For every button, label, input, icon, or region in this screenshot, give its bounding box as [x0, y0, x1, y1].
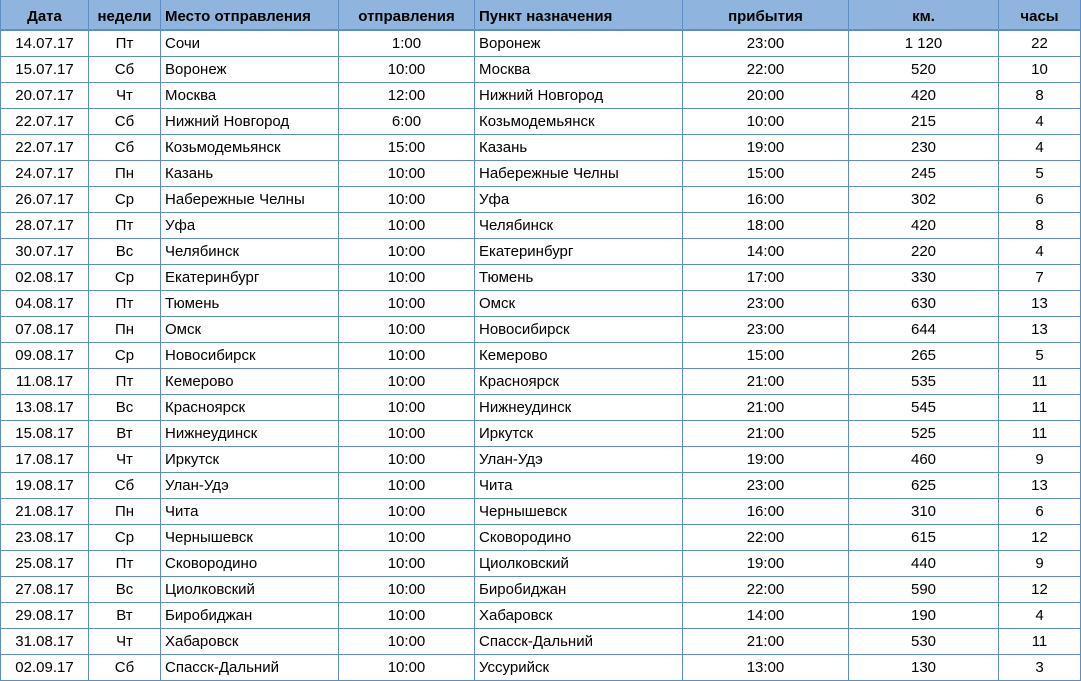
- table-row[interactable]: [1, 161, 1081, 187]
- cell-departure-place[interactable]: Москва: [161, 83, 339, 109]
- cell-arrival-time[interactable]: 22:00: [683, 525, 849, 551]
- table-row[interactable]: [1, 473, 1081, 499]
- table-row[interactable]: [1, 551, 1081, 577]
- cell-date[interactable]: 02.08.17: [1, 265, 89, 291]
- cell-day[interactable]: Вт: [89, 421, 161, 447]
- cell-destination[interactable]: Тюмень: [475, 265, 683, 291]
- cell-travel-hours[interactable]: 8: [999, 83, 1081, 109]
- cell-day[interactable]: Сб: [89, 109, 161, 135]
- cell-departure-place[interactable]: Иркутск: [161, 447, 339, 473]
- cell-travel-hours[interactable]: 11: [999, 369, 1081, 395]
- cell-departure-time[interactable]: 10:00: [339, 343, 475, 369]
- cell-arrival-time[interactable]: 19:00: [683, 551, 849, 577]
- cell-destination[interactable]: Челябинск: [475, 213, 683, 239]
- cell-departure-place[interactable]: Хабаровск: [161, 629, 339, 655]
- cell-arrival-time[interactable]: 16:00: [683, 499, 849, 525]
- cell-date[interactable]: 07.08.17: [1, 317, 89, 343]
- cell-travel-hours[interactable]: 4: [999, 109, 1081, 135]
- cell-departure-time[interactable]: 10:00: [339, 499, 475, 525]
- table-row[interactable]: [1, 239, 1081, 265]
- cell-departure-time[interactable]: 10:00: [339, 369, 475, 395]
- cell-distance[interactable]: 530: [849, 629, 999, 655]
- header-line-3: часы: [1020, 8, 1059, 25]
- cell-departure-time[interactable]: 10:00: [339, 239, 475, 265]
- cell-day[interactable]: Чт: [89, 629, 161, 655]
- cell-distance[interactable]: 615: [849, 525, 999, 551]
- cell-day[interactable]: Вт: [89, 603, 161, 629]
- cell-arrival-time[interactable]: 22:00: [683, 57, 849, 83]
- table-row[interactable]: [1, 577, 1081, 603]
- cell-travel-hours[interactable]: 7: [999, 265, 1081, 291]
- cell-day[interactable]: Чт: [89, 83, 161, 109]
- cell-date[interactable]: 09.08.17: [1, 343, 89, 369]
- cell-departure-time[interactable]: 10:00: [339, 187, 475, 213]
- cell-destination[interactable]: Кемерово: [475, 343, 683, 369]
- header-line-3: км.: [912, 8, 935, 25]
- cell-travel-hours[interactable]: 9: [999, 447, 1081, 473]
- cell-date[interactable]: 21.08.17: [1, 499, 89, 525]
- cell-date[interactable]: 31.08.17: [1, 629, 89, 655]
- cell-departure-place[interactable]: Нижний Новгород: [161, 109, 339, 135]
- cell-destination[interactable]: Биробиджан: [475, 577, 683, 603]
- cell-arrival-time[interactable]: 21:00: [683, 629, 849, 655]
- cell-date[interactable]: 23.08.17: [1, 525, 89, 551]
- cell-travel-hours[interactable]: 6: [999, 187, 1081, 213]
- cell-departure-time[interactable]: 10:00: [339, 317, 475, 343]
- table-row[interactable]: [1, 57, 1081, 83]
- table-row[interactable]: [1, 395, 1081, 421]
- cell-arrival-time[interactable]: 21:00: [683, 395, 849, 421]
- table-header-strip: [0, 0, 1080, 30]
- table-row[interactable]: [1, 265, 1081, 291]
- table-row[interactable]: [1, 135, 1081, 161]
- cell-arrival-time[interactable]: 23:00: [683, 291, 849, 317]
- cell-distance[interactable]: 310: [849, 499, 999, 525]
- cell-day[interactable]: Пн: [89, 499, 161, 525]
- cell-day[interactable]: Пн: [89, 161, 161, 187]
- cell-destination[interactable]: Нижний Новгород: [475, 83, 683, 109]
- cell-day[interactable]: Пт: [89, 291, 161, 317]
- cell-date[interactable]: 17.08.17: [1, 447, 89, 473]
- header-row: [1, 0, 1081, 30]
- cell-departure-place[interactable]: Циолковский: [161, 577, 339, 603]
- cell-date[interactable]: 14.07.17: [1, 31, 89, 57]
- cell-travel-hours[interactable]: 13: [999, 317, 1081, 343]
- header-line-2: Пункт назначения: [479, 8, 613, 25]
- cell-arrival-time[interactable]: 22:00: [683, 577, 849, 603]
- table-row[interactable]: [1, 213, 1081, 239]
- cell-arrival-time[interactable]: 19:00: [683, 447, 849, 473]
- cell-arrival-time[interactable]: 21:00: [683, 421, 849, 447]
- cell-date[interactable]: 24.07.17: [1, 161, 89, 187]
- table-row[interactable]: [1, 317, 1081, 343]
- cell-distance[interactable]: 535: [849, 369, 999, 395]
- cell-departure-time[interactable]: 10:00: [339, 655, 475, 681]
- cell-day[interactable]: Пт: [89, 213, 161, 239]
- cell-distance[interactable]: 545: [849, 395, 999, 421]
- column-header-travel-hours[interactable]: [999, 0, 1081, 30]
- cell-departure-place[interactable]: Сочи: [161, 31, 339, 57]
- cell-departure-time[interactable]: 10:00: [339, 421, 475, 447]
- cell-distance[interactable]: 215: [849, 109, 999, 135]
- cell-arrival-time[interactable]: 10:00: [683, 109, 849, 135]
- column-header-arrival-time[interactable]: [683, 0, 849, 30]
- cell-departure-time[interactable]: 10:00: [339, 57, 475, 83]
- column-header-distance[interactable]: [849, 0, 999, 30]
- cell-date[interactable]: 20.07.17: [1, 83, 89, 109]
- cell-departure-time[interactable]: 12:00: [339, 83, 475, 109]
- cell-departure-time[interactable]: 1:00: [339, 31, 475, 57]
- cell-date[interactable]: 02.09.17: [1, 655, 89, 681]
- cell-departure-place[interactable]: Чита: [161, 499, 339, 525]
- cell-departure-time[interactable]: 10:00: [339, 265, 475, 291]
- cell-travel-hours[interactable]: 4: [999, 239, 1081, 265]
- cell-day[interactable]: Чт: [89, 447, 161, 473]
- cell-destination[interactable]: Уссурийск: [475, 655, 683, 681]
- header-line-2: прибытия: [728, 8, 803, 25]
- cell-distance[interactable]: 302: [849, 187, 999, 213]
- cell-travel-hours[interactable]: 11: [999, 629, 1081, 655]
- cell-travel-hours[interactable]: 5: [999, 343, 1081, 369]
- cell-departure-place[interactable]: Воронеж: [161, 57, 339, 83]
- cell-departure-time[interactable]: 10:00: [339, 551, 475, 577]
- cell-arrival-time[interactable]: 18:00: [683, 213, 849, 239]
- cell-day[interactable]: Пт: [89, 31, 161, 57]
- cell-departure-place[interactable]: Набережные Челны: [161, 187, 339, 213]
- cell-date[interactable]: 22.07.17: [1, 109, 89, 135]
- table-row[interactable]: [1, 421, 1081, 447]
- cell-arrival-time[interactable]: 23:00: [683, 31, 849, 57]
- cell-date[interactable]: 25.08.17: [1, 551, 89, 577]
- cell-departure-place[interactable]: Казань: [161, 161, 339, 187]
- cell-day[interactable]: Сб: [89, 57, 161, 83]
- cell-date[interactable]: 04.08.17: [1, 291, 89, 317]
- cell-travel-hours[interactable]: 13: [999, 291, 1081, 317]
- cell-destination[interactable]: Москва: [475, 57, 683, 83]
- cell-destination[interactable]: Улан-Удэ: [475, 447, 683, 473]
- cell-distance[interactable]: 625: [849, 473, 999, 499]
- header-line-2: отправления: [358, 8, 455, 25]
- cell-travel-hours[interactable]: 9: [999, 551, 1081, 577]
- table-row[interactable]: [1, 187, 1081, 213]
- cell-distance[interactable]: 220: [849, 239, 999, 265]
- cell-destination[interactable]: Красноярск: [475, 369, 683, 395]
- cell-travel-hours[interactable]: 4: [999, 603, 1081, 629]
- cell-arrival-time[interactable]: 20:00: [683, 83, 849, 109]
- cell-destination[interactable]: Новосибирск: [475, 317, 683, 343]
- cell-departure-time[interactable]: 10:00: [339, 291, 475, 317]
- cell-departure-place[interactable]: Екатеринбург: [161, 265, 339, 291]
- cell-date[interactable]: 22.07.17: [1, 135, 89, 161]
- cell-day[interactable]: Пн: [89, 317, 161, 343]
- cell-distance[interactable]: 440: [849, 551, 999, 577]
- cell-destination[interactable]: Хабаровск: [475, 603, 683, 629]
- cell-departure-time[interactable]: 6:00: [339, 109, 475, 135]
- cell-date[interactable]: 29.08.17: [1, 603, 89, 629]
- cell-date[interactable]: 27.08.17: [1, 577, 89, 603]
- table-row[interactable]: [1, 603, 1081, 629]
- cell-travel-hours[interactable]: 11: [999, 421, 1081, 447]
- column-header-date[interactable]: [1, 0, 89, 30]
- cell-day[interactable]: Сб: [89, 473, 161, 499]
- cell-date[interactable]: 15.08.17: [1, 421, 89, 447]
- cell-departure-time[interactable]: 10:00: [339, 395, 475, 421]
- cell-departure-time[interactable]: 10:00: [339, 603, 475, 629]
- header-line-2: недели: [97, 8, 152, 25]
- cell-distance[interactable]: 420: [849, 83, 999, 109]
- cell-distance[interactable]: 230: [849, 135, 999, 161]
- cell-date[interactable]: 19.08.17: [1, 473, 89, 499]
- cell-day[interactable]: Сб: [89, 135, 161, 161]
- table-row[interactable]: [1, 369, 1081, 395]
- cell-distance[interactable]: 460: [849, 447, 999, 473]
- cell-destination[interactable]: Воронеж: [475, 31, 683, 57]
- table-row[interactable]: [1, 83, 1081, 109]
- cell-departure-time[interactable]: 10:00: [339, 161, 475, 187]
- cell-distance[interactable]: 630: [849, 291, 999, 317]
- cell-distance[interactable]: 330: [849, 265, 999, 291]
- cell-travel-hours[interactable]: 12: [999, 577, 1081, 603]
- cell-destination[interactable]: Казань: [475, 135, 683, 161]
- cell-distance[interactable]: 420: [849, 213, 999, 239]
- cell-departure-place[interactable]: Тюмень: [161, 291, 339, 317]
- cell-departure-time[interactable]: 10:00: [339, 629, 475, 655]
- cell-date[interactable]: 28.07.17: [1, 213, 89, 239]
- cell-departure-time[interactable]: 10:00: [339, 525, 475, 551]
- column-header-day[interactable]: [89, 0, 161, 30]
- table-row[interactable]: [1, 343, 1081, 369]
- cell-departure-time[interactable]: 10:00: [339, 577, 475, 603]
- cell-date[interactable]: 26.07.17: [1, 187, 89, 213]
- cell-destination[interactable]: Козьмодемьянск: [475, 109, 683, 135]
- cell-destination[interactable]: Чернышевск: [475, 499, 683, 525]
- cell-travel-hours[interactable]: 3: [999, 655, 1081, 681]
- cell-destination[interactable]: Уфа: [475, 187, 683, 213]
- cell-distance[interactable]: 1 120: [849, 31, 999, 57]
- cell-travel-hours[interactable]: 13: [999, 473, 1081, 499]
- table-row[interactable]: [1, 31, 1081, 57]
- cell-departure-time[interactable]: 15:00: [339, 135, 475, 161]
- table-row[interactable]: [1, 499, 1081, 525]
- cell-distance[interactable]: 245: [849, 161, 999, 187]
- cell-arrival-time[interactable]: 14:00: [683, 239, 849, 265]
- cell-date[interactable]: 13.08.17: [1, 395, 89, 421]
- cell-travel-hours[interactable]: 4: [999, 135, 1081, 161]
- schedule-table: [0, 30, 1081, 681]
- cell-departure-place[interactable]: Кемерово: [161, 369, 339, 395]
- cell-departure-place[interactable]: Уфа: [161, 213, 339, 239]
- cell-day[interactable]: Ср: [89, 343, 161, 369]
- cell-departure-place[interactable]: Омск: [161, 317, 339, 343]
- cell-day[interactable]: Ср: [89, 187, 161, 213]
- cell-destination[interactable]: Циолковский: [475, 551, 683, 577]
- cell-travel-hours[interactable]: 5: [999, 161, 1081, 187]
- cell-day[interactable]: Пт: [89, 551, 161, 577]
- cell-distance[interactable]: 130: [849, 655, 999, 681]
- cell-departure-place[interactable]: Новосибирск: [161, 343, 339, 369]
- cell-destination[interactable]: Чита: [475, 473, 683, 499]
- cell-day[interactable]: Вс: [89, 577, 161, 603]
- cell-travel-hours[interactable]: 8: [999, 213, 1081, 239]
- cell-departure-time[interactable]: 10:00: [339, 213, 475, 239]
- cell-arrival-time[interactable]: 21:00: [683, 369, 849, 395]
- cell-date[interactable]: 15.07.17: [1, 57, 89, 83]
- cell-distance[interactable]: 644: [849, 317, 999, 343]
- cell-arrival-time[interactable]: 23:00: [683, 473, 849, 499]
- cell-day[interactable]: Пт: [89, 369, 161, 395]
- cell-departure-place[interactable]: Чернышевск: [161, 525, 339, 551]
- table-header: [0, 0, 1081, 30]
- cell-destination[interactable]: Нижнеудинск: [475, 395, 683, 421]
- cell-day[interactable]: Вс: [89, 239, 161, 265]
- cell-distance[interactable]: 590: [849, 577, 999, 603]
- table-row[interactable]: [1, 655, 1081, 681]
- cell-distance[interactable]: 525: [849, 421, 999, 447]
- cell-destination[interactable]: Омск: [475, 291, 683, 317]
- cell-destination[interactable]: Спасск-Дальний: [475, 629, 683, 655]
- cell-departure-place[interactable]: Нижнеудинск: [161, 421, 339, 447]
- column-header-departure-time[interactable]: [339, 0, 475, 30]
- cell-departure-place[interactable]: Челябинск: [161, 239, 339, 265]
- cell-arrival-time[interactable]: 15:00: [683, 343, 849, 369]
- cell-distance[interactable]: 265: [849, 343, 999, 369]
- cell-travel-hours[interactable]: 6: [999, 499, 1081, 525]
- cell-destination[interactable]: Набережные Челны: [475, 161, 683, 187]
- cell-travel-hours[interactable]: 22: [999, 31, 1081, 57]
- table-row[interactable]: [1, 629, 1081, 655]
- cell-travel-hours[interactable]: 10: [999, 57, 1081, 83]
- table-row[interactable]: [1, 109, 1081, 135]
- cell-distance[interactable]: 190: [849, 603, 999, 629]
- table-body: [1, 31, 1081, 681]
- cell-departure-place[interactable]: Сковородино: [161, 551, 339, 577]
- cell-departure-time[interactable]: 10:00: [339, 473, 475, 499]
- cell-travel-hours[interactable]: 12: [999, 525, 1081, 551]
- cell-arrival-time[interactable]: 16:00: [683, 187, 849, 213]
- table-row[interactable]: [1, 447, 1081, 473]
- cell-arrival-time[interactable]: 15:00: [683, 161, 849, 187]
- cell-destination[interactable]: Иркутск: [475, 421, 683, 447]
- cell-arrival-time[interactable]: 19:00: [683, 135, 849, 161]
- cell-departure-time[interactable]: 10:00: [339, 447, 475, 473]
- cell-departure-place[interactable]: Биробиджан: [161, 603, 339, 629]
- cell-day[interactable]: Вс: [89, 395, 161, 421]
- cell-arrival-time[interactable]: 14:00: [683, 603, 849, 629]
- cell-travel-hours[interactable]: 11: [999, 395, 1081, 421]
- cell-departure-place[interactable]: Красноярск: [161, 395, 339, 421]
- column-header-destination[interactable]: [475, 0, 683, 30]
- column-header-departure-place[interactable]: [161, 0, 339, 30]
- header-line-2: Место отправления: [165, 8, 311, 25]
- cell-date[interactable]: 30.07.17: [1, 239, 89, 265]
- cell-destination[interactable]: Сковородино: [475, 525, 683, 551]
- cell-departure-place[interactable]: Спасск-Дальний: [161, 655, 339, 681]
- cell-day[interactable]: Ср: [89, 525, 161, 551]
- cell-arrival-time[interactable]: 13:00: [683, 655, 849, 681]
- cell-arrival-time[interactable]: 17:00: [683, 265, 849, 291]
- cell-date[interactable]: 11.08.17: [1, 369, 89, 395]
- cell-day[interactable]: Ср: [89, 265, 161, 291]
- header-line-2: Дата: [27, 8, 62, 25]
- cell-departure-place[interactable]: Улан-Удэ: [161, 473, 339, 499]
- cell-arrival-time[interactable]: 23:00: [683, 317, 849, 343]
- cell-day[interactable]: Сб: [89, 655, 161, 681]
- table-row[interactable]: [1, 291, 1081, 317]
- cell-departure-place[interactable]: Козьмодемьянск: [161, 135, 339, 161]
- table-row[interactable]: [1, 525, 1081, 551]
- cell-destination[interactable]: Екатеринбург: [475, 239, 683, 265]
- cell-distance[interactable]: 520: [849, 57, 999, 83]
